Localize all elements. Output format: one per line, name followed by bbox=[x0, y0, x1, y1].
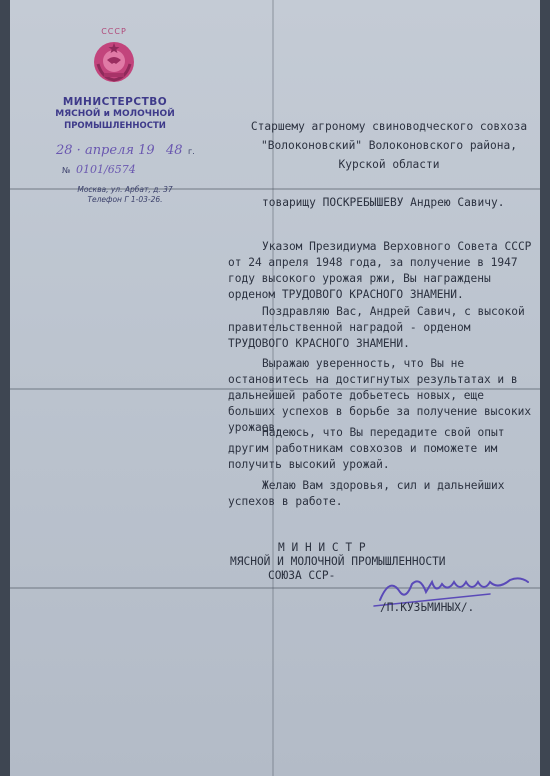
address-line-1: Москва, ул. Арбат, д. 37 bbox=[77, 185, 173, 194]
recipient-line-3: Курской области bbox=[338, 158, 440, 171]
ministry-line-2: МЯСНОЙ и МОЛОЧНОЙ bbox=[55, 109, 175, 119]
ministry-line-3: ПРОМЫШЛЕННОСТИ bbox=[64, 121, 166, 131]
recipient-block bbox=[244, 117, 534, 174]
signatory-title-line-3: СОЮЗА ССР- bbox=[268, 569, 336, 582]
ministry-name bbox=[40, 96, 190, 132]
body-paragraph-2: Поздравляю Вас, Андрей Савич, с высокой правительственной наградой - орденом ТРУДОВОГО КРАСНОГО ЗНАМЕНИ. bbox=[228, 305, 525, 350]
handwritten-number: 0101/6574 bbox=[76, 163, 136, 176]
body-paragraph-3: Выражаю уверенность, что Вы не остановитесь на достигнутых результатах и в дальнейшей работе добьетесь новых, еще больших успехов в борьбе за получение высоких урожаев. bbox=[228, 357, 532, 434]
body-paragraph-4: Надеюсь, что Вы передадите свой опыт другим работникам совхозов и поможете им получить высокий урожай. bbox=[228, 426, 505, 471]
recipient-line-2: "Волоконовский" Волоконовского района, bbox=[261, 139, 517, 152]
body-paragraph-1: Указом Президиума Верховного Совета СССР от 24 апреля 1948 года, за получение в 1947 году высокого урожая ржи, Вы награждены орденом ТРУДОВОГО КРАСНОГО ЗНАМЕНИ. bbox=[228, 240, 532, 301]
letter-number bbox=[62, 163, 192, 179]
ministry-address bbox=[50, 185, 200, 205]
recipient-line-1: Старшему агроному свиноводческого совхоза bbox=[250, 120, 528, 133]
ministry-line-1: МИНИСТЕРСТВО bbox=[62, 96, 168, 108]
number-label: № bbox=[62, 166, 71, 175]
signatory-title-line-2: МЯСНОЙ И МОЛОЧНОЙ ПРОМЫШЛЕННОСТИ bbox=[230, 555, 446, 568]
handwritten-date: 28 · апреля 19 bbox=[56, 143, 155, 158]
letterhead-country: СССР bbox=[101, 27, 127, 36]
letter-paper bbox=[10, 0, 540, 776]
handwritten-year: 48 bbox=[166, 143, 183, 158]
body-paragraph-5: Желаю Вам здоровья, сил и дальнейших успехов в работе. bbox=[228, 479, 505, 508]
salutation: товарищу ПОСКРЕБЫШЕВУ Андрею Савичу. bbox=[262, 196, 505, 209]
date-suffix: г. bbox=[188, 147, 195, 156]
signatory-name: /П.КУЗЬМИНЫХ/. bbox=[380, 601, 475, 614]
address-line-2: Телефон Г 1-03-26. bbox=[87, 195, 163, 204]
ussr-state-emblem-icon bbox=[92, 40, 136, 84]
signatory-title-line-1: М И Н И С Т Р bbox=[278, 541, 366, 554]
letter-date bbox=[48, 143, 198, 161]
